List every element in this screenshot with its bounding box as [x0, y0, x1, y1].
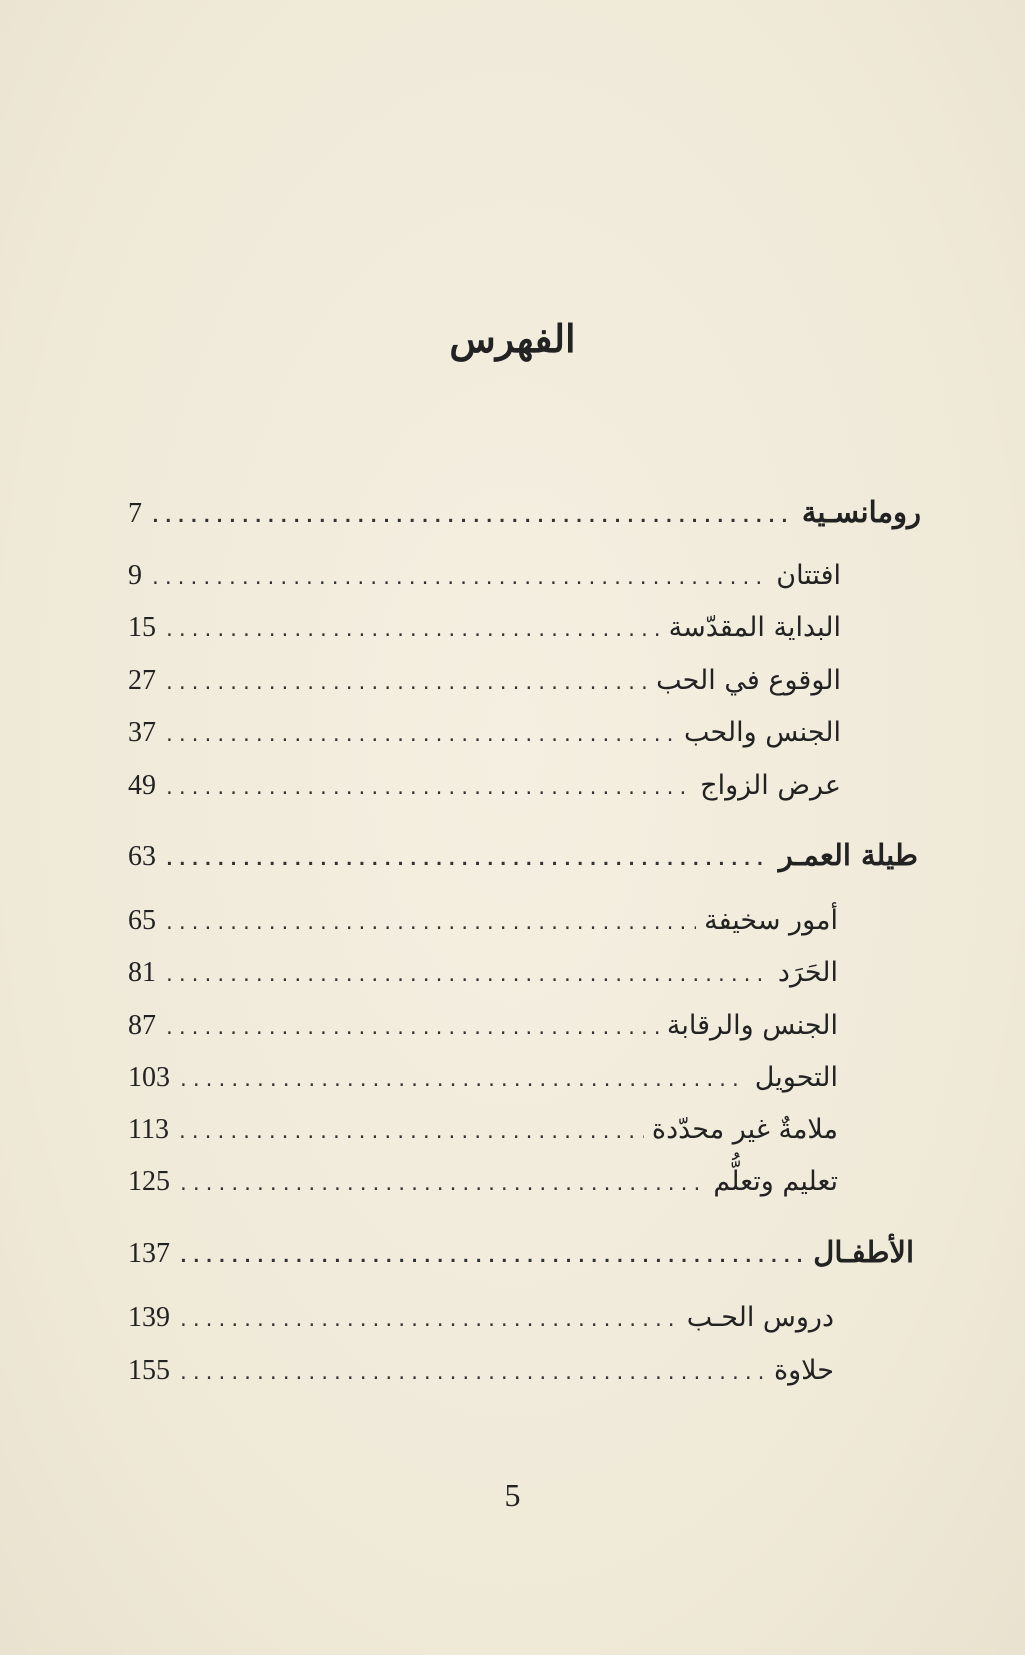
toc-entry [128, 1062, 838, 1108]
toc-entry-label: عرض الزواج [700, 770, 841, 801]
leader-dots [178, 1363, 766, 1384]
toc-entry [128, 1166, 838, 1212]
toc-entry [128, 770, 841, 816]
toc-entry [128, 1302, 834, 1348]
toc-entry-label: حلاوة [774, 1355, 834, 1386]
leader-dots [178, 1246, 805, 1267]
toc-entry-label: ملامةٌ غير محدّدة [651, 1114, 838, 1145]
toc-entry-page: 103 [128, 1062, 170, 1093]
toc-entry-page: 137 [128, 1238, 170, 1269]
toc-entry [128, 665, 841, 711]
toc-entry-label: طيلة العمـر [778, 838, 918, 872]
toc-entry [128, 612, 841, 658]
leader-dots [178, 1070, 747, 1091]
toc-entry-section [128, 495, 921, 541]
page-number: 5 [504, 1477, 521, 1513]
toc-entry-page: 63 [128, 841, 156, 872]
leader-dots [150, 506, 794, 527]
toc-entry-label: البداية المقدّسة [668, 612, 841, 643]
toc-entry-page: 87 [128, 1010, 156, 1041]
toc-entry-label: افتتان [776, 560, 841, 591]
toc-entry-page: 113 [128, 1114, 169, 1145]
toc-entry-page: 9 [128, 560, 142, 591]
toc-entry [128, 957, 838, 1003]
leader-dots [164, 965, 770, 986]
toc-entry-label: الأطفـال [813, 1235, 914, 1269]
toc-entry-page: 155 [128, 1355, 170, 1386]
leader-dots [150, 568, 768, 589]
toc-entry [128, 1114, 838, 1160]
toc-entry-label: الحَرَد [777, 957, 838, 988]
toc-entry [128, 717, 841, 763]
toc-entry-label: الجنس والحب [683, 717, 841, 748]
leader-dots [164, 725, 676, 746]
leader-dots [164, 673, 648, 694]
leader-dots [164, 1018, 659, 1039]
toc-entry-page: 49 [128, 770, 156, 801]
toc-entry [128, 1010, 838, 1056]
leader-dots [177, 1122, 644, 1143]
toc-entry-page: 27 [128, 665, 156, 696]
toc-entry [128, 905, 838, 951]
leader-dots [164, 913, 696, 934]
toc-entry-label: أمور سخيفة [704, 905, 838, 936]
leader-dots [164, 778, 692, 799]
toc-entry-label: التحويل [754, 1062, 838, 1093]
toc-entry-label: الجنس والرقابة [666, 1010, 838, 1041]
toc-entry [128, 560, 841, 606]
toc-entry [128, 1355, 834, 1401]
toc-entry-section [128, 838, 918, 884]
toc-entry-page: 15 [128, 612, 156, 643]
leader-dots [178, 1174, 705, 1195]
toc-entry-page: 7 [128, 498, 142, 529]
toc-entry-label: الوقوع في الحب [656, 665, 841, 696]
toc-entry-label: دروس الحـب [686, 1302, 834, 1333]
leader-dots [164, 620, 661, 641]
leader-dots [178, 1310, 679, 1331]
toc-entry-page: 37 [128, 717, 156, 748]
leader-dots [164, 849, 771, 870]
toc-entry-section [128, 1235, 914, 1281]
toc-entry-label: تعليم وتعلُّم [713, 1166, 838, 1197]
toc-entry-page: 125 [128, 1166, 170, 1197]
toc-entry-page: 139 [128, 1302, 170, 1333]
toc-entry-page: 65 [128, 905, 156, 936]
toc-entry-page: 81 [128, 957, 156, 988]
toc-entry-label: رومانسـية [801, 495, 921, 529]
page-title: الفهرس [449, 316, 576, 361]
